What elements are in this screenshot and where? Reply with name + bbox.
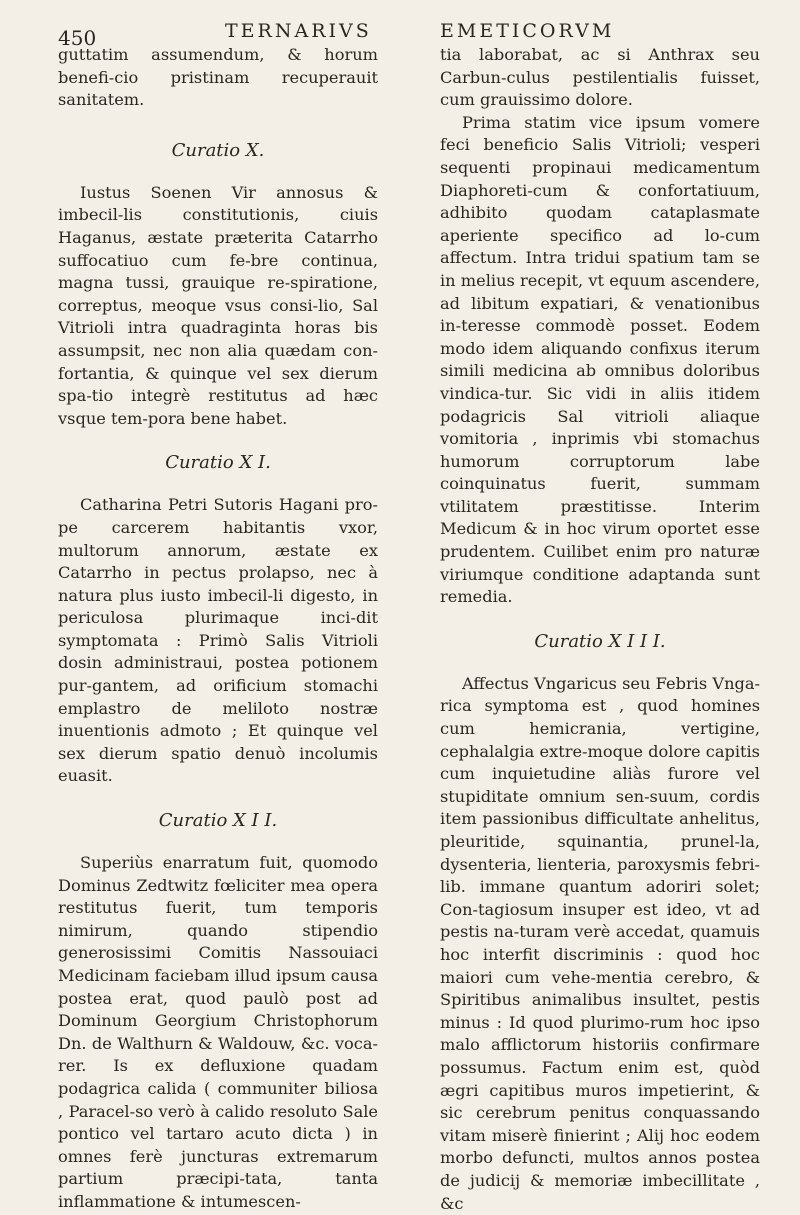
section-text-x: Iustus Soenen Vir annosus & imbecil-lis constitutionis, ciuis Haganus, æstate præterita Catarrho suffocatiuo cum fe-bre continua, magna tussi, grauique re-spiratione, correptus, meoque vsus consi-lio, Sal Vitrioli intra quadraginta horas bis assumpsit, nec non alia quædam con-fortantia, & quinque vel sex dierum spa-tio integrè restitutus ad hæc vsque tem-pora bene habet. <box>58 182 378 428</box>
section-heading-x: Curatio X. <box>171 139 265 161</box>
section-text-xii: Superiùs enarratum fuit, quomodo Dominus Zedtwitz fœliciter mea opera restitutus fuerit, tum temporis nimirum, quando stipendio generosissimi Comitis Nassouiaci Medicinam faciebam illud ipsum causa postea erat, quod paulò post ad Dominum Georgium Christophorum Dn. de Walthurn & Waldouw, &c. voca-rer. Is ex defluxione quadam podagrica calida ( communiter biliosa , Paracel-so verò à calido resoluto Sale pontico vel tartaro acuto dicta ) in omnes ferè juncturas extremarum partium præcipi-tata, tanta inflammatione & intumescen- <box>58 853 378 1211</box>
right-paragraph-2: Prima statim vice ipsum vomere feci beneficio Salis Vitrioli; vesperi sequenti propinaui medicamentum Diaphoreti-cum & confortatiuum, adhibito quodam cataplasmate aperiente specifico ad lo-cum affectum. Intra tridui spatium tam se in melius recepit, vt equum ascendere, ad libitum expatiari, & venationibus in-teresse commodè posset. Eodem modo idem aliquando confixus iterum simili medicina ab omnibus doloribus vindica-tur. Sic vidi in aliis itidem podagricis Sal vitrioli aliaque vomitoria , inprimis vbi stomachus humorum corruptorum labe coinquinatus fuerit, summam vtilitatem præstitisse. Interim Medicum & in hoc virum oportet esse prudentem. Cuilibet enim pro naturæ viriumque conditione adaptanda sunt remedia. <box>440 112 760 607</box>
right-opening-text: tia laborabat, ac si Anthrax seu Carbun-culus pestilentialis fuisset, cum grauissimo dolore. <box>440 45 760 110</box>
section-text-xiii: Affectus Vngaricus seu Febris Vnga-rica symptoma est , quod homines cum hemicrania, vertigine, cephalalgia extre-moque dolore capitis cum inquietudine aliàs furore vel stupiditate omnium sen-suum, cordis item passionibus difficultate anhelitus, pleuritide, squinantia, prunel-la, dysenteria, lienteria, paroxysmis febri-lib. immane quantum adoriri solet; Con-tagiosum insuper est ideo, vt ad pestis na-turam verè accedat, quamuis hoc interfit discriminis : quod hoc maiori cum vehe-mentia cerebro, & Spiritibus animalibus insultet, pestis minus : Id quod plurimo-rum hoc ipso malo afflictorum historiis confirmare possumus. Factum enim est, quòd ægri capitibus muros impetierint, & sic cerebrum penitus conquassando vitam miserè finierint ; Alij hoc eodem morbo defuncti, multos annos postea de judicij & memoriæ imbecillitate , &c <box>440 673 760 1213</box>
section-heading-xi: Curatio X I. <box>165 452 271 474</box>
right-running-title: EMETICORVM <box>440 20 615 42</box>
section-heading-xii: Curatio X I I. <box>158 810 278 832</box>
left-column <box>58 44 378 1214</box>
right-column <box>440 44 760 1215</box>
section-text-xi: Catharina Petri Sutoris Hagani pro-pe carcerem habitantis vxor, multorum annorum, æstate ex Catarrho in pectus prolapso, nec à natura plus iusto imbecil-li digesto, in periculosa plurimaque inci-dit symptomata : Primò Salis Vitrioli dosin administraui, postea potionem pur-gantem, ad orificium stomachi emplastro de meliloto nostræ inuentionis admoto ; Et quinque vel sex dierum spatio denuò incolumis euasit. <box>58 495 378 786</box>
left-opening-text: guttatim assumendum, & horum benefi-cio pristinam recuperauit sanitatem. <box>58 45 378 110</box>
left-running-title: TERNARIVS <box>225 20 372 42</box>
section-heading-xiii: Curatio X I I I. <box>534 630 666 652</box>
page-number: 450 <box>58 26 97 50</box>
